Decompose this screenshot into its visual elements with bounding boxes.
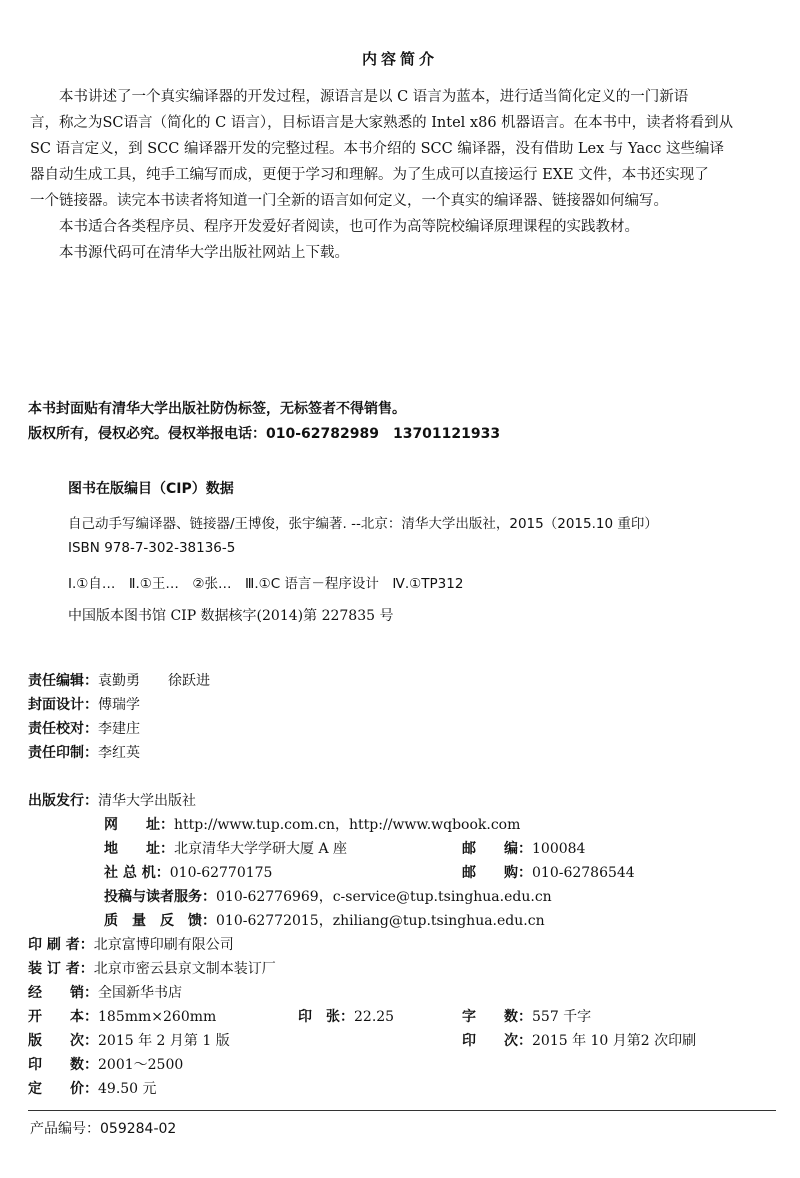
intro-line: 本书源代码可在清华大学出版社网站上下载。 <box>59 245 349 261</box>
intro-line: 言，称之为SC语言（简化的 C 语言），目标语言是大家熟悉的 Intel x86 机器语言。在本书中，读者将看到从 <box>30 115 734 131</box>
intro-line: 本书讲述了一个真实编译器的开发过程，源语言是以 C 语言为蓝本，进行适当简化定义的一门新语 <box>59 89 689 105</box>
staff-label: 责任校对： <box>28 721 98 737</box>
staff-value: 李建庄 <box>98 721 140 737</box>
printer-label: 印 刷 者： <box>28 937 94 953</box>
staff-row <box>28 670 210 690</box>
edition-label: 版 次： <box>28 1033 98 1049</box>
reader-service-row <box>104 886 552 906</box>
price-label: 定 价： <box>28 1081 98 1097</box>
cip-isbn: ISBN 978-7-302-38136-5 <box>68 540 236 556</box>
quality-feedback-label: 质 量 反 馈： <box>104 913 216 929</box>
website-label: 网 址： <box>104 817 174 833</box>
intro-line: 本书适合各类程序员、程序开发爱好者阅读，也可作为高等院校编译原理课程的实践教材。 <box>59 219 639 235</box>
staff-row <box>28 718 140 738</box>
distributor-value: 全国新华书店 <box>98 985 182 1001</box>
postcode-label: 邮 编： <box>462 841 532 857</box>
publisher-row <box>28 790 196 810</box>
staff-label: 责任印制： <box>28 745 98 761</box>
quality-feedback-row <box>104 910 545 930</box>
binder-label: 装 订 者： <box>28 961 94 977</box>
impression-value: 2015 年 10 月第2 次印刷 <box>532 1033 697 1049</box>
word-count-row <box>462 1006 591 1026</box>
mail-order-label: 邮 购： <box>462 865 532 881</box>
edition-value: 2015 年 2 月第 1 版 <box>98 1033 230 1049</box>
footer-divider <box>28 1110 776 1111</box>
product-code: 产品编号：059284-02 <box>30 1121 177 1137</box>
price-row <box>28 1078 157 1098</box>
copyright-notice: 版权所有，侵权必究。侵权举报电话：010-62782989 13701121933 <box>28 426 501 442</box>
website-value: http://www.tup.com.cn，http://www.wqbook.com <box>174 817 521 833</box>
printer-value: 北京富博印刷有限公司 <box>93 937 234 953</box>
mail-order-row <box>462 862 635 882</box>
cip-heading: 图书在版编目（CIP）数据 <box>68 481 234 497</box>
address-label: 地 址： <box>104 841 174 857</box>
page-title: 内容简介 <box>361 50 438 68</box>
intro-paragraph-2 <box>30 214 775 240</box>
intro-line: 一个链接器。读完本书读者将知道一门全新的语言如何定义，一个真实的编译器、链接器如何编写。 <box>30 193 668 209</box>
format-label: 开 本： <box>28 1009 98 1025</box>
word-count-label: 字 数： <box>462 1009 532 1025</box>
reader-service-label: 投稿与读者服务： <box>104 889 216 905</box>
website-row <box>104 814 520 834</box>
format-row <box>28 1006 216 1026</box>
price-value: 49.50 元 <box>98 1081 157 1097</box>
distributor-label: 经 销： <box>28 985 98 1001</box>
staff-value: 李红英 <box>98 745 140 761</box>
switchboard-label: 社 总 机： <box>104 865 170 881</box>
staff-label: 责任编辑： <box>28 673 98 689</box>
binder-row <box>28 958 276 978</box>
mail-order-value: 010-62786544 <box>532 865 635 881</box>
impression-row <box>462 1030 696 1050</box>
reader-service-value: 010-62776969，c-service@tup.tsinghua.edu.cn <box>216 889 552 905</box>
intro-paragraph-3 <box>30 240 775 266</box>
print-run-label: 印 数： <box>28 1057 98 1073</box>
print-run-value: 2001～2500 <box>98 1057 184 1073</box>
sheets-label: 印 张： <box>298 1009 354 1025</box>
address-row <box>104 838 347 858</box>
address-value: 北京清华大学学研大厦 A 座 <box>174 841 348 857</box>
staff-value: 傅瑞学 <box>98 697 140 713</box>
format-value: 185mm×260mm <box>98 1009 217 1025</box>
switchboard-value: 010-62770175 <box>169 865 273 881</box>
anti-counterfeit-notice: 本书封面贴有清华大学出版社防伪标签，无标签者不得销售。 <box>28 401 406 417</box>
staff-value: 袁勤勇 徐跃进 <box>98 673 210 689</box>
impression-label: 印 次： <box>462 1033 532 1049</box>
cip-verification: 中国版本图书馆 CIP 数据核字(2014)第 227835 号 <box>68 608 394 624</box>
intro-line: 器自动生成工具，纯手工编写而成，更便于学习和理解。为了生成可以直接运行 EXE 文件，本书还实现了 <box>30 167 709 183</box>
staff-row <box>28 694 140 714</box>
binder-value: 北京市密云县京文制本装订厂 <box>93 961 276 977</box>
print-run-row <box>28 1054 183 1074</box>
intro-line: SC 语言定义，到 SCC 编译器开发的完整过程。本书介绍的 SCC 编译器，没有借助 Lex 与 Yacc 这些编译 <box>30 141 724 157</box>
word-count-value: 557 千字 <box>532 1009 592 1025</box>
intro-paragraph-1 <box>30 84 775 214</box>
cip-classification: Ⅰ.①自… Ⅱ.①王… ②张… Ⅲ.①C 语言－程序设计 Ⅳ.①TP312 <box>68 576 464 592</box>
edition-row <box>28 1030 230 1050</box>
quality-feedback-value: 010-62772015，zhiliang@tup.tsinghua.edu.cn <box>216 913 545 929</box>
postcode-value: 100084 <box>532 841 586 857</box>
publisher-label: 出版发行： <box>28 793 98 809</box>
staff-label: 封面设计： <box>28 697 98 713</box>
sheets-value: 22.25 <box>354 1009 395 1025</box>
publisher-name: 清华大学出版社 <box>98 793 196 809</box>
sheets-row <box>298 1006 394 1026</box>
cip-bibliographic-line: 自己动手写编译器、链接器/王博俊，张宇编著. --北京：清华大学出版社，2015（2015.10 重印） <box>68 516 658 532</box>
switchboard-row <box>104 862 272 882</box>
postcode-row <box>462 838 585 858</box>
staff-row <box>28 742 140 762</box>
distributor-row <box>28 982 182 1002</box>
printer-row <box>28 934 234 954</box>
